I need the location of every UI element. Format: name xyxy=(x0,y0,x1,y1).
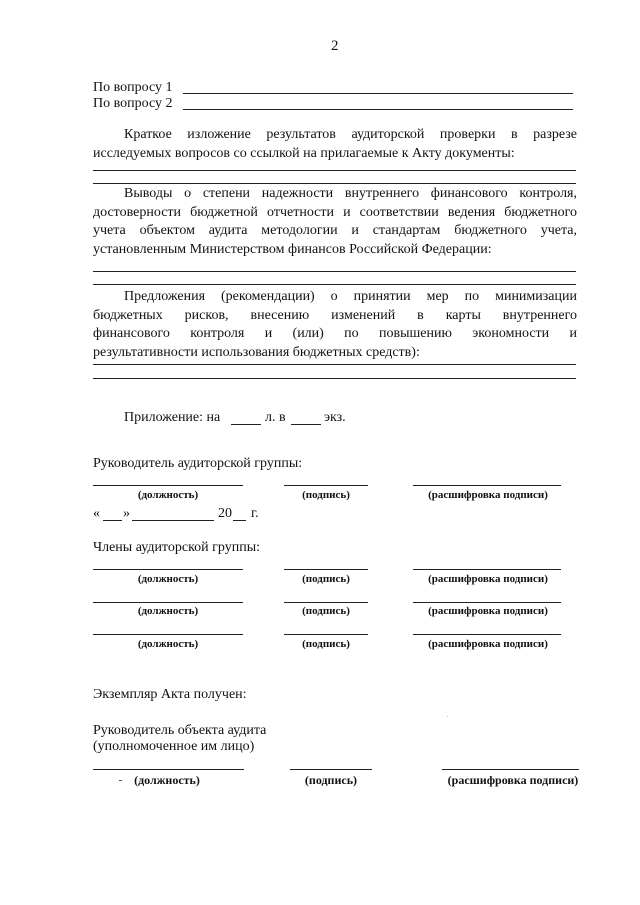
fill-line xyxy=(93,271,576,272)
fill-line xyxy=(93,170,576,171)
attachment-pages-blank xyxy=(231,424,261,425)
question-2-label: По вопросу 2 xyxy=(93,96,173,111)
decoding-caption: (расшифровка подписи) xyxy=(428,573,548,585)
signature-line xyxy=(290,769,372,770)
date-close-quote: » xyxy=(123,506,130,521)
proposals-line: финансового контроля и (или) по повышению экономности и xyxy=(93,326,577,341)
scan-speck xyxy=(119,780,122,781)
proposals-line: результативности использования бюджетных средств): xyxy=(93,344,420,360)
attachment-suffix: экз. xyxy=(324,410,346,425)
signature-line xyxy=(284,634,368,635)
signature-line xyxy=(413,602,561,603)
attachment-prefix: Приложение: на xyxy=(124,410,221,425)
position-caption: (должность) xyxy=(137,489,199,501)
conclusions-line: достоверности бюджетной отчетности и соответствии ведения бюджетного xyxy=(93,204,577,220)
signature-line xyxy=(284,485,368,486)
date-month-blank xyxy=(132,520,214,521)
scan-speck xyxy=(447,716,448,717)
summary-paragraph xyxy=(93,126,577,163)
date-open-quote: « xyxy=(93,506,100,521)
signature-line xyxy=(93,602,243,603)
audit-object-head-line2: (уполномоченное им лицо) xyxy=(93,739,255,754)
signature-caption: (подпись) xyxy=(302,605,350,617)
audit-object-head-line1: Руководитель объекта аудита xyxy=(93,723,267,738)
receipt-title: Экземпляр Акта получен: xyxy=(93,687,247,702)
signature-line xyxy=(93,769,244,770)
page-number: 2 xyxy=(331,38,339,54)
position-caption: (должность) xyxy=(137,605,199,617)
signature-caption: (подпись) xyxy=(304,773,358,787)
members-title: Члены аудиторской группы: xyxy=(93,540,261,555)
attachment-middle: л. в xyxy=(265,410,286,425)
decoding-caption: (расшифровка подписи) xyxy=(428,489,548,501)
summary-line: исследуемых вопросов со ссылкой на прилагаемые к Акту документы: xyxy=(93,145,515,161)
fill-line xyxy=(93,378,576,379)
decoding-caption: (расшифровка подписи) xyxy=(428,605,548,617)
attachment-copies-blank xyxy=(291,424,321,425)
question-1-label: По вопросу 1 xyxy=(93,80,173,95)
signature-line xyxy=(413,569,561,570)
signature-caption: (подпись) xyxy=(302,489,350,501)
decoding-caption: (расшифровка подписи) xyxy=(447,773,579,787)
conclusions-paragraph xyxy=(93,185,577,259)
signature-caption: (подпись) xyxy=(302,573,350,585)
date-day-blank xyxy=(103,520,122,521)
proposals-paragraph xyxy=(93,288,577,362)
question-1-line xyxy=(183,93,573,94)
signature-line xyxy=(93,569,243,570)
fill-line xyxy=(93,284,576,285)
signature-line xyxy=(442,769,579,770)
conclusions-line: Выводы о степени надежности внутреннего финансового контроля, xyxy=(124,186,577,201)
conclusions-line: установленным Министерством финансов Российской Федерации: xyxy=(93,241,492,257)
signature-line xyxy=(413,485,561,486)
signature-line xyxy=(93,485,243,486)
fill-line xyxy=(93,183,576,184)
summary-line: Краткое изложение результатов аудиторской проверки в разрезе xyxy=(124,127,577,142)
proposals-line: Предложения (рекомендации) о принятии мер по минимизации xyxy=(124,289,577,304)
position-caption: (должность) xyxy=(134,773,200,787)
head-auditor-title: Руководитель аудиторской группы: xyxy=(93,456,303,471)
position-caption: (должность) xyxy=(137,638,199,650)
date-year-blank xyxy=(233,520,246,521)
date-year-prefix: 20 xyxy=(218,506,232,521)
decoding-caption: (расшифровка подписи) xyxy=(428,638,548,650)
signature-line xyxy=(284,569,368,570)
signature-line xyxy=(413,634,561,635)
fill-line xyxy=(93,364,576,365)
position-caption: (должность) xyxy=(137,573,199,585)
conclusions-line: учета объектом аудита методологии и стандартам бюджетного учета, xyxy=(93,223,577,238)
signature-line xyxy=(284,602,368,603)
proposals-line: бюджетных рисков, внесению изменений в карты внутреннего xyxy=(93,307,577,323)
question-2-line xyxy=(183,109,573,110)
date-year-suffix: г. xyxy=(251,506,259,521)
signature-caption: (подпись) xyxy=(302,638,350,650)
signature-line xyxy=(93,634,243,635)
